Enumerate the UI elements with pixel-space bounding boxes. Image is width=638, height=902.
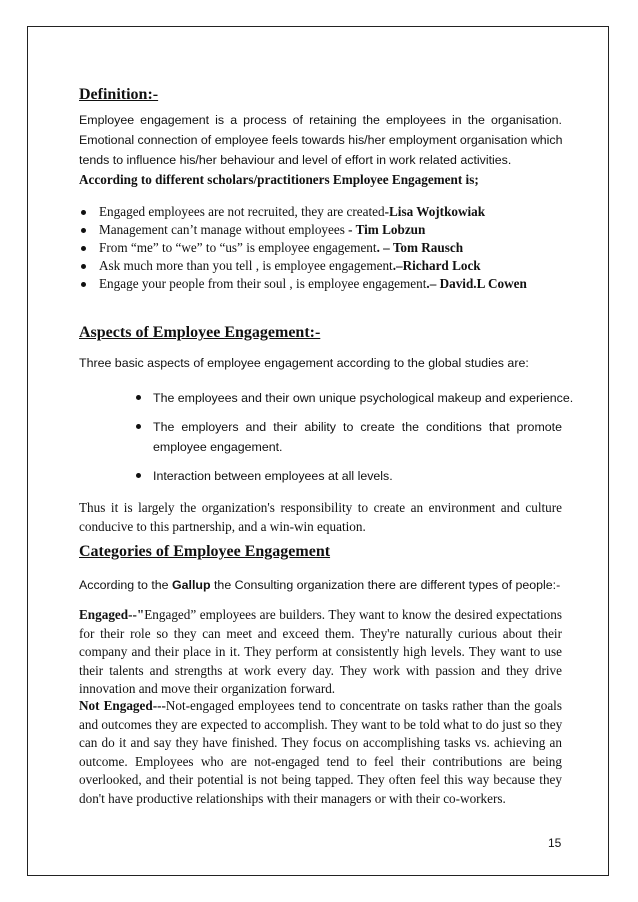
quote-item (79, 239, 562, 257)
quote-author: - Tim Lobzun (348, 222, 426, 237)
engaged-label: Engaged--" (79, 607, 145, 622)
quote-author: .– David.L Cowen (426, 276, 527, 291)
aspects-conclusion (79, 498, 562, 536)
definition-line: tends to influence his/her behaviour and level of effort in work related activities. (79, 153, 512, 167)
not-engaged-line: can do it and say they have finished. They focus on accomplishing tasks vs. achieving an (79, 735, 562, 750)
aspect-line: The employees and their own unique psychological makeup and experience. (153, 391, 574, 405)
conclusion-line: Thus it is largely the organization's responsibility to create an environment and culture (79, 500, 562, 515)
engaged-text: Engaged” employees are builders. They want to know the desired expectations (144, 607, 562, 622)
bullet-icon (136, 473, 141, 478)
engaged-line: their talents and strengths at work every day. They work with passion and they drive (79, 662, 562, 678)
aspect-item (135, 388, 574, 408)
quotes-list (79, 203, 562, 293)
definition-line: Employee engagement is a process of retaining the employees in the organisation. (79, 113, 562, 127)
categories-intro (79, 578, 560, 592)
definition-heading: Definition:- (79, 86, 159, 103)
aspects-list (135, 388, 574, 486)
gallup-label: Gallup (171, 578, 211, 592)
bullet-icon (136, 424, 141, 429)
not-engaged-text: Not-engaged employees tend to concentrate on tasks rather than the goals (165, 698, 562, 713)
quote-item (79, 203, 562, 221)
bullet-icon (81, 264, 86, 269)
quote-text: Engage your people from their soul , is employee engagement (99, 276, 427, 291)
not-engaged-line: overlooked, and their potential is not being tapped. They often feel this way because they (79, 772, 562, 787)
bullet-icon (81, 228, 86, 233)
bullet-icon (81, 246, 86, 251)
quote-item (79, 221, 562, 239)
page-number: 15 (548, 836, 562, 850)
not-engaged-paragraph (79, 697, 562, 808)
conclusion-line: conducive to this partnership, and a win-win equation. (79, 519, 366, 534)
intro-text: According to the (79, 578, 172, 592)
not-engaged-label: Not Engaged--- (79, 698, 166, 713)
intro-text: the Consulting organization there are different types of people:- (210, 578, 561, 592)
quote-text: Engaged employees are not recruited, they are created (99, 204, 385, 219)
quote-text: From “me” to “we” to “us” is employee engagement (99, 240, 377, 255)
bullet-icon (81, 210, 86, 215)
aspects-intro: Three basic aspects of employee engagement according to the global studies are: (79, 356, 529, 370)
bullet-icon (81, 282, 86, 287)
aspect-item (135, 466, 562, 486)
quote-item (79, 257, 562, 275)
not-engaged-line (79, 697, 562, 716)
engaged-line (79, 606, 562, 625)
aspect-item (135, 417, 562, 457)
quote-text: Management can’t manage without employees (99, 222, 349, 237)
quote-text: Ask much more than you tell , is employee engagement (99, 258, 393, 273)
not-engaged-line: outcome. Employees who are not-engaged tend to feel their contributions are being (79, 753, 562, 769)
engaged-paragraph (79, 606, 562, 699)
quote-author: -Lisa Wojtkowiak (384, 204, 486, 219)
quote-item (79, 275, 562, 293)
quote-author: .–Richard Lock (392, 258, 481, 273)
categories-heading: Categories of Employee Engagement (79, 543, 331, 560)
engaged-line: innovation and move their organization forward. (79, 681, 336, 696)
quote-author: . – Tom Rausch (376, 240, 464, 255)
according-scholars: According to different scholars/practitioners Employee Engagement is; (79, 172, 479, 187)
aspect-line: Interaction between employees at all levels. (153, 469, 393, 483)
definition-paragraph (79, 110, 562, 170)
engaged-line: for their role so they can meet and exceed them. They're naturally curious about their (79, 625, 562, 641)
not-engaged-line: don't have productive relationships with their managers or with their co-workers. (79, 790, 506, 806)
aspect-line: The employers and their ability to create the conditions that promote (153, 420, 562, 434)
engaged-line: company and their place in it. They perform at consistently high levels. They want to use (79, 644, 562, 659)
bullet-icon (136, 395, 141, 400)
not-engaged-line: and outcomes they are expected to accomplish. They want to be told what to do just so they (79, 716, 563, 732)
aspects-heading: Aspects of Employee Engagement:- (79, 324, 321, 341)
definition-line: Emotional connection of employee feels towards his/her employment organisation which (79, 133, 563, 147)
aspect-line: employee engagement. (153, 440, 283, 454)
